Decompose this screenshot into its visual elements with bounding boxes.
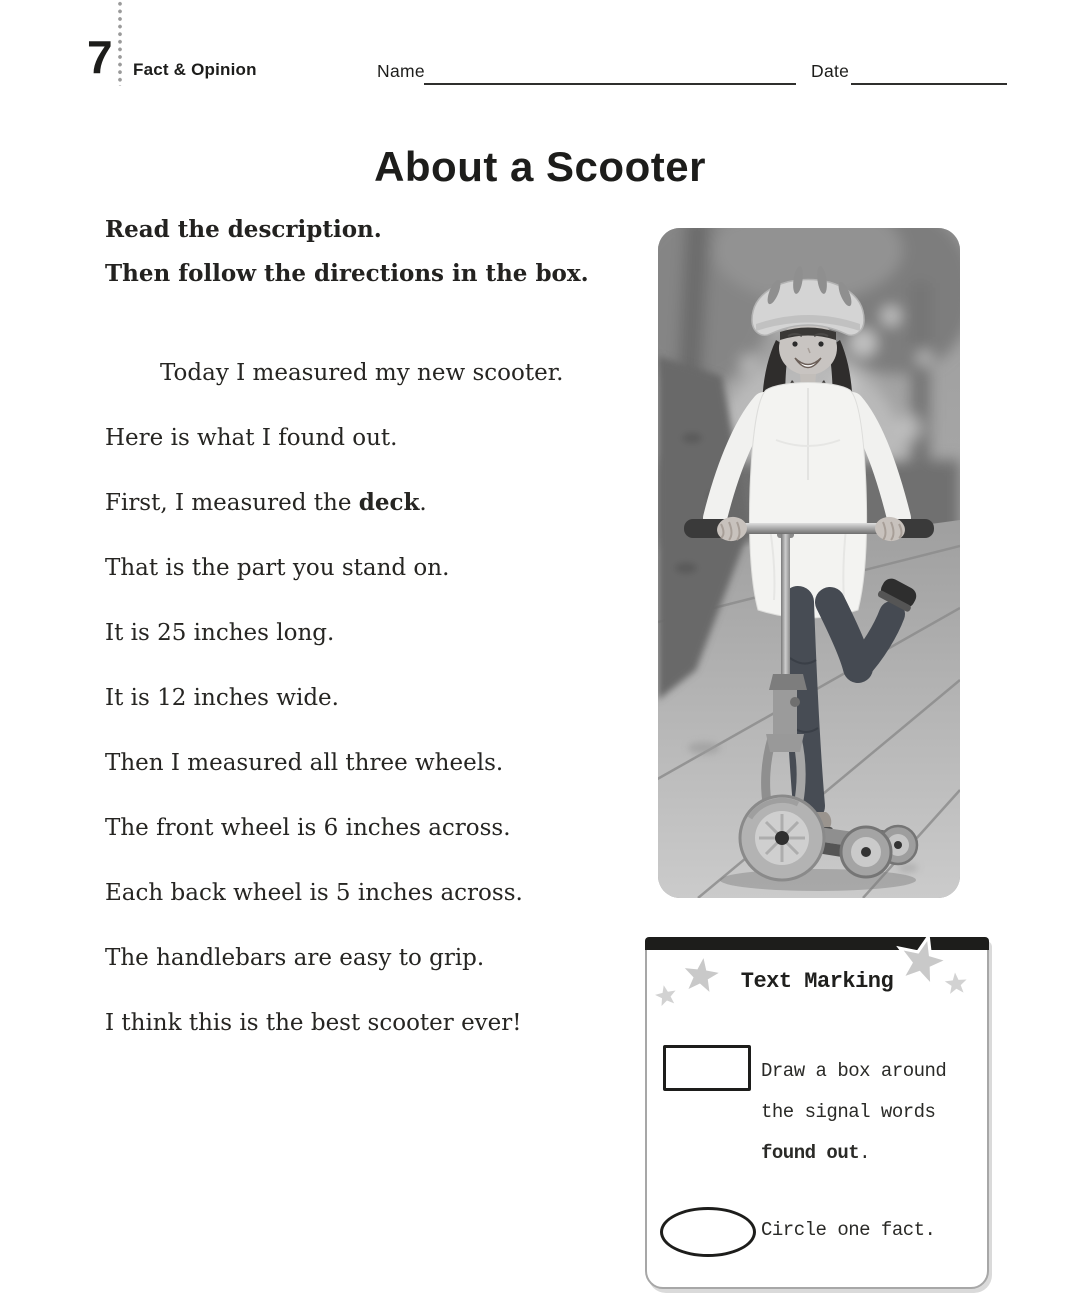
lesson-label: Fact & Opinion [133, 60, 257, 79]
box-instruction-line: Draw a box around [761, 1060, 947, 1082]
star-icon [681, 955, 721, 995]
passage-line: I think this is the best scooter ever! [105, 1010, 522, 1036]
text-marking-title: Text Marking [740, 969, 894, 994]
star-icon [943, 971, 969, 997]
dotted-divider [118, 0, 122, 86]
name-label: Name [377, 61, 425, 81]
date-blank[interactable] [851, 83, 1007, 85]
page-title: About a Scooter [374, 143, 706, 191]
box-instruction-line: found out. [761, 1142, 871, 1164]
passage-line: That is the part you stand on. [105, 555, 450, 581]
directions-line: Then follow the directions in the box. [105, 260, 589, 287]
oval-shape [660, 1207, 756, 1257]
date-label: Date [811, 61, 850, 81]
passage-line: It is 25 inches long. [105, 620, 335, 646]
passage-line: The handlebars are easy to grip. [105, 945, 485, 971]
passage-line: It is 12 inches wide. [105, 685, 339, 711]
passage-line: Each back wheel is 5 inches across. [105, 880, 523, 906]
name-blank[interactable] [424, 83, 796, 85]
text-marking-box [645, 937, 989, 1289]
passage-line: First, I measured the deck. [105, 489, 427, 516]
directions-line: Read the description. [105, 216, 382, 243]
directions [105, 217, 589, 305]
box-instruction-line: the signal words [761, 1101, 936, 1123]
star-icon [653, 983, 679, 1009]
lesson-number: 7 [87, 31, 113, 83]
box-instruction [761, 1051, 976, 1174]
circle-instruction: Circle one fact. [761, 1219, 936, 1241]
passage-line: Here is what I found out. [105, 425, 398, 451]
box-shape [663, 1045, 751, 1091]
passage-line: The front wheel is 6 inches across. [105, 815, 511, 841]
passage-line: Then I measured all three wheels. [105, 750, 504, 776]
scooter-photo [658, 228, 960, 898]
passage-line: Today I measured my new scooter. [160, 360, 564, 386]
passage [105, 340, 575, 1055]
